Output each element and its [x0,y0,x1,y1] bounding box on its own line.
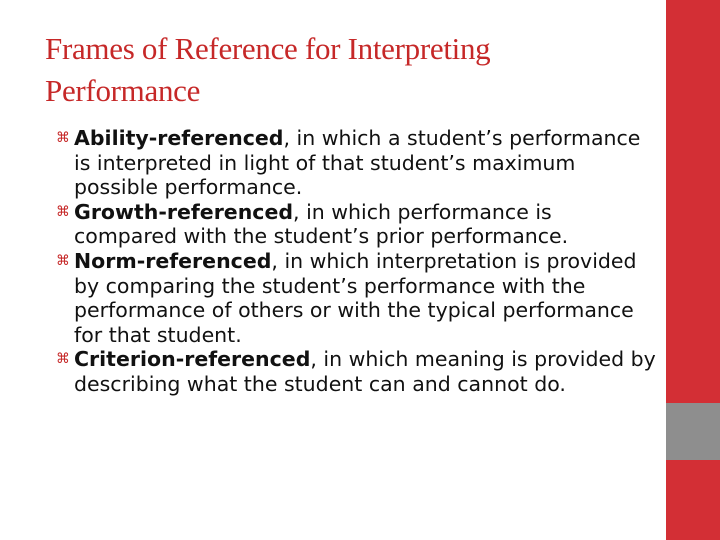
bullet-item-norm [0,249,660,347]
bullet-term: Criterion-referenced [74,347,311,372]
bullet-term: Norm-referenced [74,248,272,273]
sidebar-red-upper-bar [666,0,720,403]
bullet-item-criterion [0,347,660,396]
bullet-text: , in which performance is compared with the student’s prior performance. [74,199,569,249]
bullet-flourish-icon: ⌘ [56,203,70,220]
bullet-text: , in which meaning is provided by describing what the student can and cannot do. [74,347,656,396]
bullet-item-ability [0,126,660,200]
bullet-term: Ability-referenced [74,126,284,150]
bullet-flourish-icon: ⌘ [56,130,70,146]
sidebar-gray-block [666,403,720,460]
bullet-text: , in which interpretation is provided by comparing the student’s performance with the performance of others or with the typical performance for that student. [74,248,637,347]
bullet-list [0,126,660,397]
slide-title: Frames of Reference for Interpreting Performance [45,31,491,108]
sidebar-red-lower-bar [666,460,720,540]
bullet-term: Growth-referenced [74,199,294,224]
bullet-text: , in which a student’s performance is interpreted in light of that student’s maximum possible performance. [74,126,641,200]
bullet-item-growth [0,200,660,249]
bullet-flourish-icon: ⌘ [56,351,70,368]
bullet-flourish-icon: ⌘ [56,252,70,269]
